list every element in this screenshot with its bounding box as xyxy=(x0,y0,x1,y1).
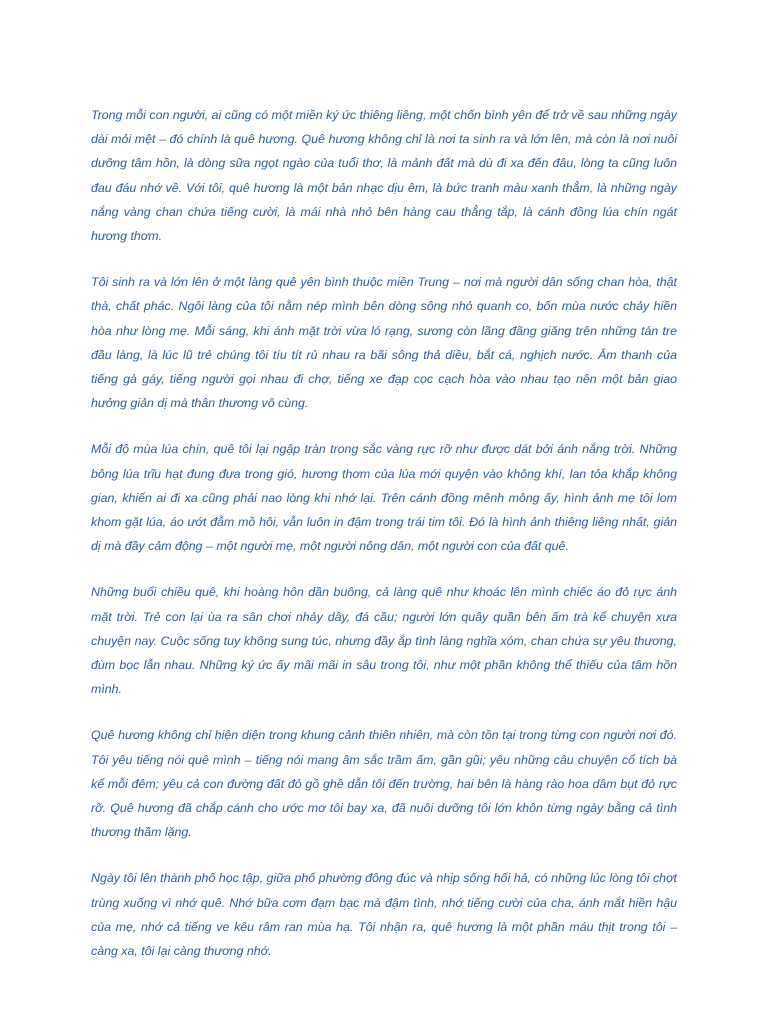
paragraph-5: Quê hương không chỉ hiện diện trong khung cảnh thiên nhiên, mà còn tồn tại trong từng con người nơi đó. Tôi yêu tiếng nói quê mình – tiếng nói mang âm sắc trầm ấm, gần gũi; yêu những câu chuyện cổ tích bà kể mỗi đêm; yêu cả con đường đất đỏ gồ ghề dẫn tôi đến trường, hai bên là hàng rào hoa dâm bụt đỏ rực rỡ. Quê hương đã chắp cánh cho ước mơ tôi bay xa, đã nuôi dưỡng tôi lớn khôn từng ngày bằng cả tình thương thầm lặng. xyxy=(91,728,677,840)
document-page xyxy=(91,103,677,985)
paragraph-4: Những buổi chiều quê, khi hoàng hôn dần buông, cả làng quê như khoác lên mình chiếc áo đỏ rực ánh mặt trời. Trẻ con lại ùa ra sân chơi nhảy dây, đá cầu; người lớn quây quần bên ấm trà kể chuyện xưa chuyện nay. Cuộc sống tuy không sung túc, nhưng đầy ắp tình làng nghĩa xóm, chan chứa sự yêu thương, đùm bọc lẫn nhau. Những ký ức ấy mãi mãi in sâu trong tôi, như một phần không thể thiếu của tâm hồn mình. xyxy=(91,585,677,697)
paragraph-3: Mỗi độ mùa lúa chín, quê tôi lại ngập tràn trong sắc vàng rực rỡ như được dát bởi ánh nắng trời. Những bông lúa trĩu hạt đung đưa trong gió, hương thơm của lúa mới quyện vào không khí, lan tỏa khắp không gian, khiến ai đi xa cũng phải nao lòng khi nhớ lại. Trên cánh đồng mênh mông ấy, hình ảnh mẹ tôi lom khom gặt lúa, áo ướt đẫm mồ hôi, vẫn luôn in đậm trong trái tim tôi. Đó là hình ảnh thiêng liêng nhất, giản dị mà đầy cảm động – một người mẹ, một người nông dân, một người con của đất quê. xyxy=(91,442,677,554)
paragraph-2: Tôi sinh ra và lớn lên ở một làng quê yên bình thuộc miền Trung – nơi mà người dân sống chan hòa, thật thà, chất phác. Ngôi làng của tôi nằm nép mình bên dòng sông nhỏ quanh co, bốn mùa nước chảy hiền hòa như lòng mẹ. Mỗi sáng, khi ánh mặt trời vừa ló rạng, sương còn lãng đãng giăng trên những tán tre đầu làng, là lúc lũ trẻ chúng tôi tíu tít rủ nhau ra bãi sông thả diều, bắt cá, nghịch nước. Âm thanh của tiếng gà gáy, tiếng người gọi nhau đi chợ, tiếng xe đạp cọc cạch hòa vào nhau tạo nên một bản giao hưởng giản dị mà thân thương vô cùng. xyxy=(91,275,677,411)
paragraph-1: Trong mỗi con người, ai cũng có một miền ký ức thiêng liêng, một chốn bình yên để trở về sau những ngày dài mỏi mệt – đó chính là quê hương. Quê hương không chỉ là nơi ta sinh ra và lớn lên, mà còn là nơi nuôi dưỡng tâm hồn, là dòng sữa ngọt ngào của tuổi thơ, là mảnh đất mà dù đi xa đến đâu, lòng ta cũng luôn đau đáu nhớ về. Với tôi, quê hương là một bản nhạc dịu êm, là bức tranh màu xanh thẳm, là những ngày nắng vàng chan chứa tiếng cười, là mái nhà nhỏ bên hàng cau thẳng tắp, là cánh đồng lúa chín ngát hương thơm. xyxy=(91,108,677,244)
paragraph-6: Ngày tôi lên thành phố học tập, giữa phố phường đông đúc và nhịp sống hối hả, có những lúc lòng tôi chợt trùng xuống vì nhớ quê. Nhớ bữa cơm đạm bạc mà đậm tình, nhớ tiếng cười của cha, ánh mắt hiền hậu của mẹ, nhớ cả tiếng ve kêu râm ran mùa hạ. Tôi nhận ra, quê hương là một phần máu thịt trong tôi – càng xa, tôi lại càng thương nhớ. xyxy=(91,871,677,959)
